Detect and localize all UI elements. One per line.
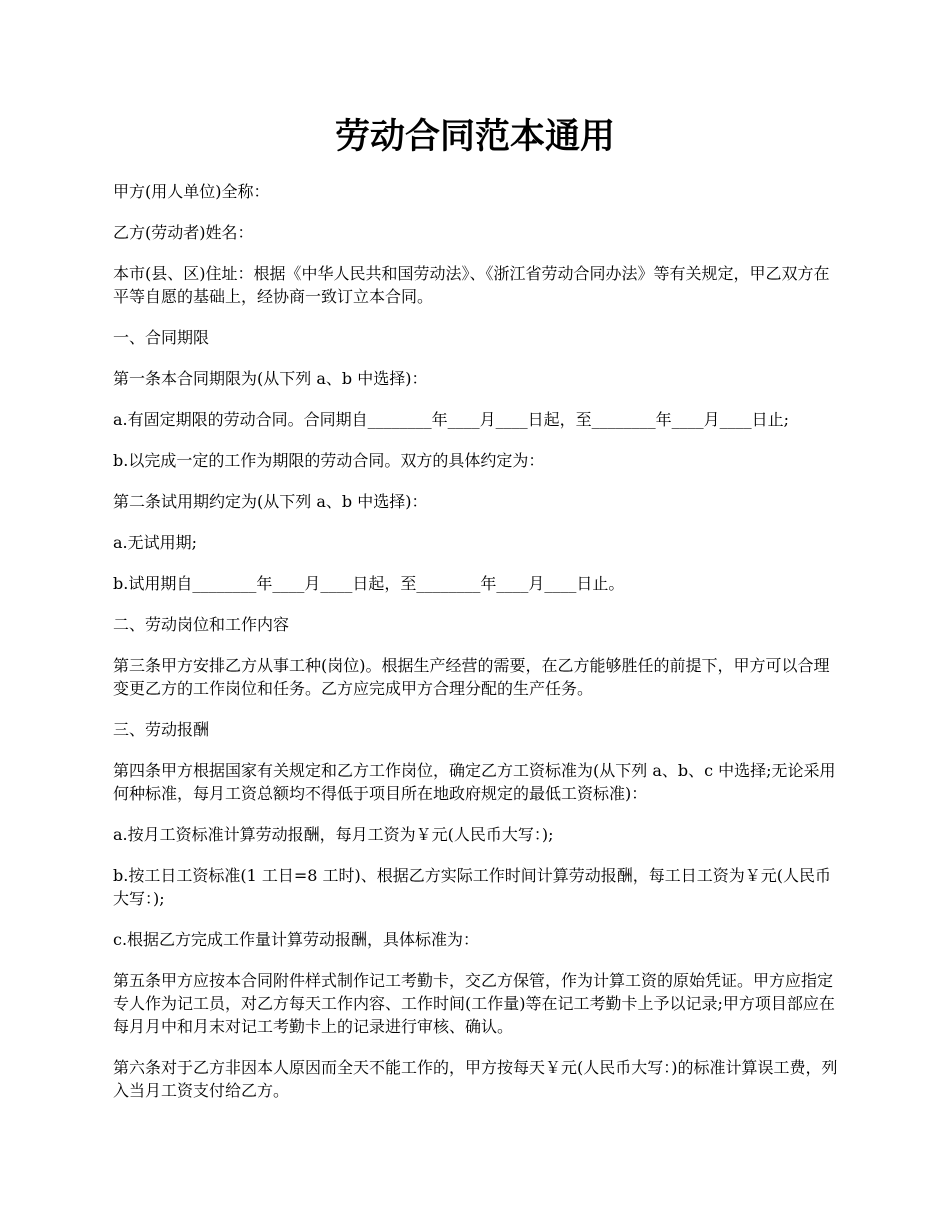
section-heading-job-position: 二、劳动岗位和工作内容 <box>113 615 290 634</box>
article-6: 第六条对于乙方非因本人原因而全天不能工作的，甲方按每天￥元(人民币大写：)的标准计算误工费，列入当月工资支付给乙方。 <box>113 1058 838 1100</box>
article-4-option-b: b.按工日工资标准(1 工日=8 工时)、根据乙方实际工作时间计算劳动报酬，每工日工资为￥元(人民币大写：); <box>113 866 831 908</box>
section-heading-contract-term: 一、合同期限 <box>113 328 210 347</box>
section-heading-remuneration: 三、劳动报酬 <box>113 720 210 739</box>
article-3: 第三条甲方安排乙方从事工种(岗位)。根据生产经营的需要，在乙方能够胜任的前提下，甲方可以合理变更乙方的工作岗位和任务。乙方应完成甲方合理分配的生产任务。 <box>113 656 830 698</box>
party-a-name: 甲方(用人单位)全称： <box>113 182 270 201</box>
article-1-option-b: b.以完成一定的工作为期限的劳动合同。双方的具体约定为： <box>113 451 545 470</box>
article-4-option-c: c.根据乙方完成工作量计算劳动报酬，具体标准为： <box>113 930 480 949</box>
party-b-name: 乙方(劳动者)姓名： <box>113 223 254 242</box>
document-title: 劳动合同范本通用 <box>334 116 615 157</box>
address-and-preamble: 本市(县、区)住址：根据《中华人民共和国劳动法》、《浙江省劳动合同办法》等有关规定，甲乙双方在平等自愿的基础上，经协商一致订立本合同。 <box>113 264 830 306</box>
article-1: 第一条本合同期限为(从下列 a、b 中选择)： <box>113 369 428 388</box>
article-5: 第五条甲方应按本合同附件样式制作记工考勤卡，交乙方保管，作为计算工资的原始凭证。甲方应指定专人作为记工员，对乙方每天工作内容、工作时间(工作量)等在记工考勤卡上予以记录;甲方项目部应在每月月中和月末对记工考勤卡上的记录进行审核、确认。 <box>113 971 835 1036</box>
article-4-option-a: a.按月工资标准计算劳动报酬，每月工资为￥元(人民币大写：); <box>113 825 554 844</box>
article-1-option-a: a.有固定期限的劳动合同。合同期自________年____月____日起，至________年____月____日止; <box>113 410 790 429</box>
article-2-option-a: a.无试用期; <box>113 533 198 552</box>
document-body <box>113 180 843 1120</box>
article-2-option-b: b.试用期自________年____月____日起，至________年____月____日止。 <box>113 574 625 593</box>
article-4: 第四条甲方根据国家有关规定和乙方工作岗位，确定乙方工资标准为(从下列 a、b、c 中选择;无论采用何种标准，每月工资总额均不得低于项目所在地政府规定的最低工资标准)： <box>113 761 836 803</box>
article-2: 第二条试用期约定为(从下列 a、b 中选择)： <box>113 492 428 511</box>
